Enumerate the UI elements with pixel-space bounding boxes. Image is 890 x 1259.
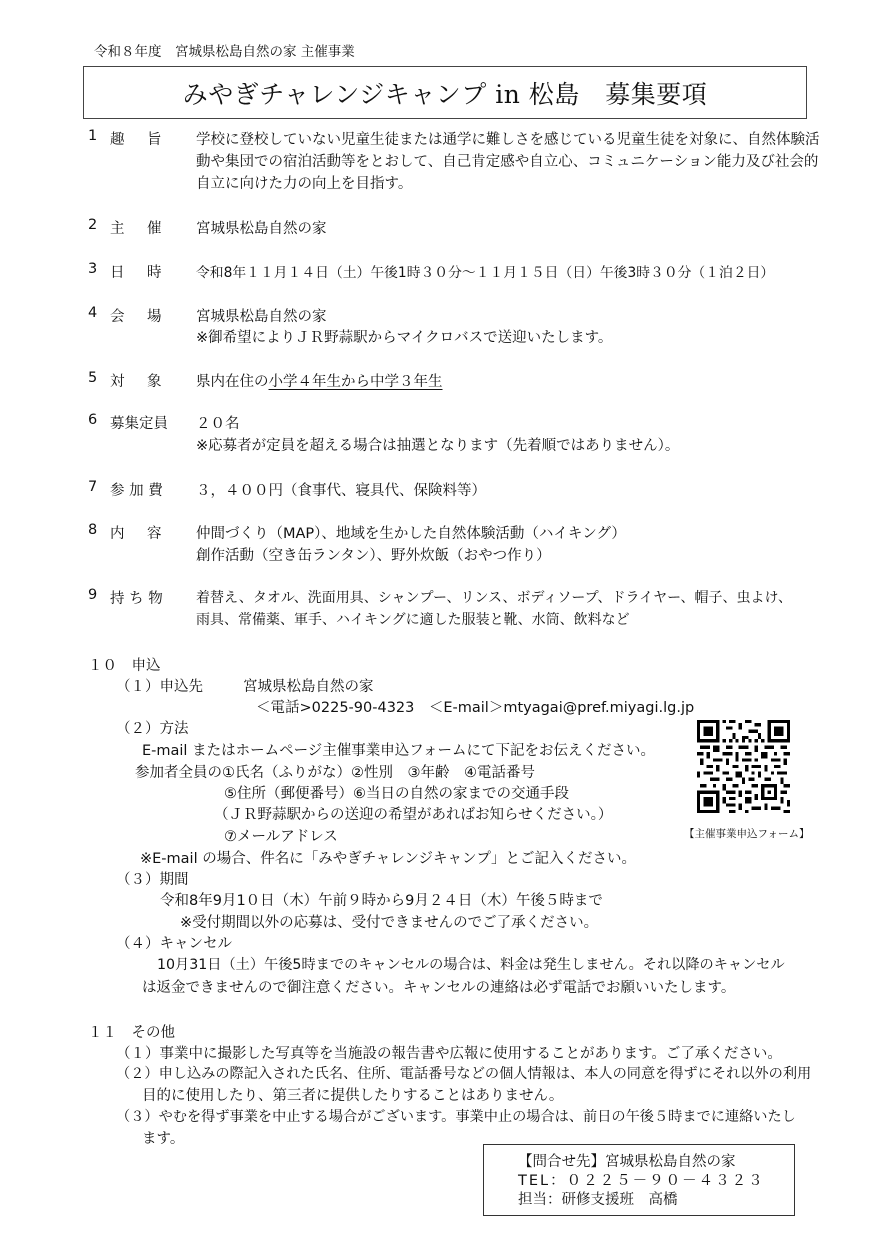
section-11-line-1: （１）事業中に撮影した写真等を当施設の報告書や広報に使用することがあります。ご了承ください。 — [116, 1046, 782, 1062]
section-9-line-2: 雨具、常備薬、軍手、ハイキングに適した服装と靴、水筒、飲料など — [196, 612, 630, 628]
section-11-line-5: ます。 — [142, 1131, 185, 1147]
section-10-heading: １０ 申込 — [88, 658, 161, 674]
section-10-sub4-line-1: 10月31日（土）午後5時までのキャンセルの場合は、料金は発生しません。それ以降のキャンセル — [157, 957, 785, 973]
section-11-line-4: （３）やむを得ず事業を中止する場合がございます。事業中止の場合は、前日の午後５時までに連絡いたし — [116, 1109, 796, 1125]
section-8-line-2: 創作活動（空き缶ランタン）、野外炊飯（おやつ作り） — [196, 548, 551, 564]
section-10-sub3-line-2: ※受付期間以外の応募は、受付できませんのでご了承ください。 — [180, 915, 599, 931]
section-4-number: 4 — [88, 305, 98, 321]
section-3-number: 3 — [88, 261, 98, 277]
section-5-text — [196, 370, 443, 391]
contact-line-1: 【問合せ先】宮城県松島自然の家 — [518, 1154, 736, 1170]
contact-person: 担当：研修支援班 高橋 — [518, 1192, 678, 1208]
section-3-text: 令和8年１１月１４日（土）午後1時３０分～１１月１５日（日）午後3時３０分（１泊２日） — [196, 265, 775, 281]
contact-box — [483, 1144, 795, 1216]
qr-code-icon[interactable] — [697, 720, 790, 813]
section-2-label: 主 催 — [110, 221, 166, 237]
section-10-sub3-line-1: 令和8年9月1０日（木）午前９時から9月２４日（木）午後５時まで — [160, 893, 603, 909]
section-6-note: ※応募者が定員を超える場合は抽選となります（先着順ではありません）。 — [196, 438, 680, 454]
section-7-label: 参 加 費 — [110, 483, 163, 499]
section-10-sub2-line-1: E-mail またはホームページ主催事業申込フォームにて下記をお伝えください。 — [142, 743, 656, 759]
section-10-sub4-line-2: は返金できませんので御注意ください。キャンセルの連絡は必ず電話でお願いいたします。 — [142, 980, 736, 996]
header-org-line: 令和８年度 宮城県松島自然の家 主催事業 — [94, 44, 355, 60]
qr-code-graphic — [697, 720, 790, 813]
section-5-label: 対 象 — [110, 374, 166, 390]
section-10-sub2-line-4: （ＪＲ野蒜駅からの送迎の希望があればお知らせください。） — [214, 807, 613, 823]
section-5-number: 5 — [88, 370, 98, 386]
section-10-sub2-line-6: ※E-mail の場合、件名に「みやぎチャレンジキャンプ」とご記入ください。 — [140, 851, 637, 867]
section-10-sub3-label: （３）期間 — [116, 872, 189, 888]
section-10-sub2-line-3: ⑤住所（郵便番号）⑥当日の自然の家までの交通手段 — [224, 786, 569, 802]
section-10-sub1-org: 宮城県松島自然の家 — [243, 679, 374, 695]
qr-caption: 【主催事業申込フォーム】 — [684, 828, 810, 840]
title-box — [83, 66, 807, 119]
section-4-label: 会 場 — [110, 309, 166, 325]
section-10-sub4-label: （４）キャンセル — [116, 936, 232, 952]
section-8-number: 8 — [88, 522, 98, 538]
section-10-sub1-contact: ＜電話>0225-90-4323 ＜E-mail＞mtyagai@pref.miyagi.lg.jp — [256, 700, 695, 716]
section-4-note: ※御希望によりＪＲ野蒜駅からマイクロバスで送迎いたします。 — [196, 330, 613, 346]
section-11-line-2: （２）申し込みの際記入された氏名、住所、電話番号などの個人情報は、本人の同意を得ずにそれ以外の利用 — [116, 1066, 812, 1082]
section-7-text: ３，４００円（食事代、寝具代、保険料等） — [196, 483, 486, 499]
section-10-sub1-label: （１）申込先 — [116, 679, 203, 695]
section-7-number: 7 — [88, 479, 98, 495]
page-title: みやぎチャレンジキャンプ in 松島 募集要項 — [182, 79, 708, 109]
section-8-label: 内 容 — [110, 526, 166, 542]
section-5-prefix: 県内在住の — [196, 374, 269, 390]
section-8-line-1: 仲間づくり（MAP）、地域を生かした自然体験活動（ハイキング） — [196, 526, 626, 542]
section-1-line-3: 自立に向けた力の向上を目指す。 — [196, 176, 413, 192]
section-11-line-3: 目的に使用したり、第三者に提供したりすることはありません。 — [142, 1088, 564, 1104]
section-10-sub2-line-5: ⑦メールアドレス — [224, 829, 338, 845]
section-11-heading: １１ その他 — [88, 1025, 175, 1041]
section-4-text: 宮城県松島自然の家 — [196, 309, 327, 325]
section-6-number: 6 — [88, 412, 98, 428]
section-2-text: 宮城県松島自然の家 — [196, 221, 327, 237]
section-2-number: 2 — [88, 217, 98, 233]
section-3-label: 日 時 — [110, 265, 166, 281]
section-1-line-2: 動や集団での宿泊活動等をとおして、自己肯定感や自立心、コミュニケーション能力及び社会的 — [196, 154, 819, 170]
section-9-line-1: 着替え、タオル、洗面用具、シャンプー、リンス、ボディソープ、ドライヤー、帽子、虫よけ、 — [196, 590, 792, 606]
section-9-label: 持 ち 物 — [110, 591, 163, 607]
section-10-sub2-label: （２）方法 — [116, 721, 189, 737]
section-9-number: 9 — [88, 587, 98, 603]
section-1-number: 1 — [88, 128, 98, 144]
section-1-line-1: 学校に登校していない児童生徒または通学に難しさを感じている児童生徒を対象に、自然体験活 — [196, 132, 820, 148]
contact-phone: TEL：０２２５－９０－４３２３ — [518, 1173, 765, 1189]
section-1-label: 趣 旨 — [110, 132, 166, 148]
section-10-sub2-line-2: 参加者全員の①氏名（ふりがな）②性別 ③年齢 ④電話番号 — [135, 765, 535, 781]
section-6-label: 募集定員 — [110, 416, 168, 432]
section-5-emphasis: 小学４年生から中学３年生 — [268, 374, 443, 390]
section-6-text: ２０名 — [196, 416, 240, 432]
